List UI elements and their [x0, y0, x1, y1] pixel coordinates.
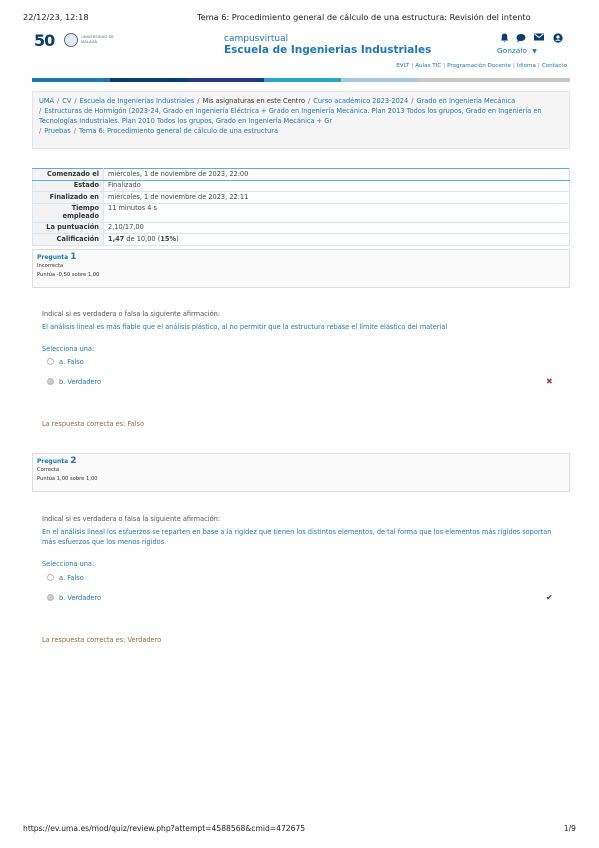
summary-value: 2,10/17,00	[104, 222, 570, 234]
question-info	[32, 453, 570, 492]
question-number	[37, 253, 565, 262]
link-idioma[interactable]: Idioma	[516, 63, 536, 69]
print-header	[0, 12, 599, 26]
summary-value: miércoles, 1 de noviembre de 2023, 22:11	[104, 192, 570, 204]
mail-icon[interactable]	[534, 33, 544, 43]
summary-value: 11 minutos 4 s	[104, 203, 570, 222]
grade-mid: de 10,00 (	[124, 234, 161, 243]
radio-button-selected[interactable]	[47, 594, 54, 601]
question-prompt: Indical si es verdadera o falsa la siguiente afirmación:	[42, 310, 221, 318]
bell-icon[interactable]	[499, 33, 509, 43]
user-menu[interactable]	[497, 46, 537, 55]
print-date: 22/12/23, 12:18	[23, 12, 89, 22]
summary-value	[104, 234, 570, 246]
answer-option[interactable]	[47, 358, 84, 367]
link-contacto[interactable]: Contacto	[541, 63, 567, 69]
breadcrumb: UMA / CV / Escuela de Ingenierías Industriales / Mis asignaturas en este Centro / Curso académico 2023-2024 / Grado en Ingeniería Mecánica / Estructuras de Hormigón (2023-24, Grado en Ingeniería Eléctrica + Grado en Ingeniería Mecánica. Plan 2013 Todos los grupos, Grado en Ingeniería en Tecnologías Industriales. Plan 2010 Todos los grupos, Grado en Ingeniería Mecánica + Gr / Pruebas / Tema 6: Procedimiento general de cálculo de una estructura	[32, 91, 570, 149]
summary-label: Comenzado el	[33, 169, 104, 181]
color-bar-segment	[188, 78, 264, 82]
logo-number: 50	[34, 31, 55, 50]
question-num: 2	[70, 456, 77, 466]
answer-option[interactable]	[47, 574, 84, 583]
chat-icon[interactable]	[516, 33, 526, 43]
question-body: El análisis lineal es más fiable que el análisis plástico, al no permitir que la estructura rebase el límite elástico del material	[42, 323, 448, 331]
link-aulas-tic[interactable]: Aulas TIC	[415, 63, 442, 69]
question-label: Pregunta	[37, 458, 69, 465]
site-title-line2: Escuela de Ingenierias Industriales	[224, 44, 432, 56]
summary-label: Tiempo empleado	[33, 203, 104, 222]
correct-answer: La respuesta correcta es: Falso	[42, 420, 145, 428]
summary-row	[33, 169, 570, 181]
link-programacion-docente[interactable]: Programación Docente	[447, 63, 511, 69]
print-footer	[23, 824, 576, 833]
correct-answer: La respuesta correcta es: Verdadero	[42, 636, 162, 644]
seal-text: UNIVERSIDAD DE MÁLAGA	[81, 34, 114, 44]
summary-value: miércoles, 1 de noviembre de 2023, 22:00	[104, 169, 570, 181]
question-info	[32, 249, 570, 288]
breadcrumb-grado[interactable]: Grado en Ingeniería Mecánica	[416, 97, 516, 105]
user-avatar-icon[interactable]	[553, 33, 563, 43]
breadcrumb-uma[interactable]: UMA	[39, 97, 55, 105]
link-evlt[interactable]: EVLT	[396, 63, 410, 69]
summary-label: Estado	[33, 180, 104, 192]
print-title: Tema 6: Procedimiento general de cálculo de una estructura: Revisión del intento	[197, 12, 531, 22]
university-seal-icon	[64, 33, 78, 47]
question-prompt: Indical si es verdadera o falsa la siguiente afirmación:	[42, 515, 221, 523]
option-label: b. Verdadero	[59, 594, 102, 602]
breadcrumb-escuela[interactable]: Escuela de Ingenierías Industriales	[79, 97, 195, 105]
summary-row	[33, 203, 570, 222]
summary-row	[33, 192, 570, 204]
color-bar-segment	[264, 78, 341, 82]
question-state: Incorrecta	[37, 263, 64, 269]
question-num: 1	[70, 252, 77, 262]
radio-button[interactable]	[47, 574, 54, 581]
question-text	[42, 310, 562, 332]
color-bar-segment	[418, 78, 570, 82]
radio-button-selected[interactable]	[47, 378, 54, 385]
summary-label: La puntuación	[33, 222, 104, 234]
incorrect-icon: ✖	[546, 377, 553, 386]
breadcrumb-pruebas[interactable]: Pruebas	[44, 127, 71, 135]
select-label: Selecciona una:	[42, 560, 95, 568]
question-text	[42, 515, 562, 547]
breadcrumb-course[interactable]: Estructuras de Hormigón (2023-24, Grado en Ingeniería Eléctrica + Grado en Ingeniería Mecánica. Plan 2013 Todos los grupos, Grado en Ingeniería en Tecnologías Industriales. Plan 2010 Todos los grupos, Grado en Ingeniería Mecánica + Gr	[39, 107, 542, 125]
option-label: a. Falso	[59, 574, 84, 582]
print-page-number: 1/9	[563, 824, 576, 833]
breadcrumb-cv[interactable]: CV	[62, 97, 72, 105]
select-label: Selecciona una:	[42, 345, 95, 353]
question-label: Pregunta	[37, 254, 69, 261]
chevron-down-icon: ▼	[532, 48, 537, 55]
color-bar-segment	[341, 78, 418, 82]
radio-button[interactable]	[47, 358, 54, 365]
answer-option[interactable]	[47, 378, 101, 387]
breadcrumb-mis-asignaturas[interactable]: Mis asignaturas en este Centro	[202, 97, 305, 105]
summary-value: Finalizado	[104, 180, 570, 192]
summary-label: Finalizado en	[33, 192, 104, 204]
option-label: b. Verdadero	[59, 378, 102, 386]
grade-end: )	[176, 234, 179, 243]
grade-percent: 15%	[160, 234, 177, 243]
user-menu-icons	[497, 33, 567, 45]
attempt-summary-table	[32, 168, 570, 246]
brand-logo[interactable]	[34, 31, 124, 51]
checkmark-icon: ✔	[546, 593, 553, 602]
site-title[interactable]	[224, 34, 431, 56]
breadcrumb-quiz[interactable]: Tema 6: Procedimiento general de cálculo de una estructura	[78, 127, 279, 135]
option-label: a. Falso	[59, 358, 84, 366]
summary-row	[33, 222, 570, 234]
sub-links: EVLT | Aulas TIC | Programación Docente | Idioma | Contacto	[396, 63, 567, 69]
question-body: En el análisis lineal los esfuerzos se reparten en base a la rigidez que tienen los distintos elementos, de tal forma que los elementos más rígidos soportan más esfuerzos que los menos rígidos.	[42, 528, 552, 546]
site-title-line1: campusvirtual	[224, 34, 289, 44]
summary-label: Calificación	[33, 234, 104, 246]
question-state: Correcta	[37, 467, 60, 473]
answer-option[interactable]	[47, 594, 101, 603]
print-url: https://ev.uma.es/mod/quiz/review.php?attempt=4588568&cmid=472675	[23, 824, 306, 833]
question-grade: Puntúa -0,50 sobre 1,00	[37, 272, 100, 278]
grade-value: 1,47	[108, 234, 125, 243]
color-bar-segment	[110, 78, 188, 82]
anniversary-logo	[34, 31, 54, 50]
question-grade: Puntúa 1,00 sobre 1,00	[37, 476, 98, 482]
summary-row	[33, 234, 570, 246]
color-bar-segment	[32, 78, 110, 82]
breadcrumb-curso[interactable]: Curso académico 2023-2024	[313, 97, 409, 105]
summary-row	[33, 180, 570, 192]
question-number	[37, 457, 565, 466]
color-bar	[32, 78, 570, 82]
user-name: Gonzalo	[497, 46, 527, 55]
